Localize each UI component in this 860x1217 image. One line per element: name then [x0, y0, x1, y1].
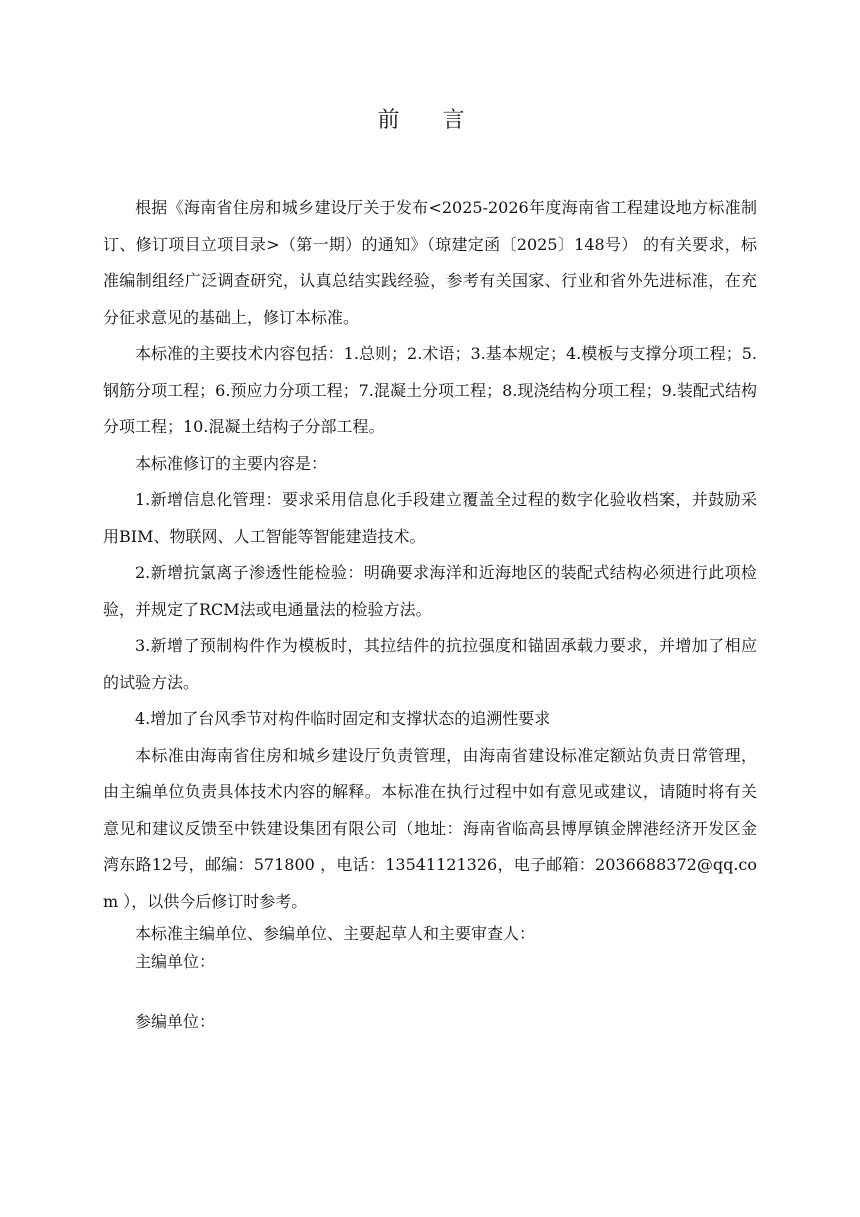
management-paragraph: 本标准由海南省住房和城乡建设厅负责管理，由海南省建设标准定额站负责日常管理，由主编单位负责具体技术内容的解释。本标准在执行过程中如有意见或建议，请随时将有关意见和建议反馈至中铁建设集团有限公司（地址：海南省临高县博厚镇金牌港经济开发区金湾东路12号，邮编：571800 ，电话：13541121326，电子邮箱：2036688372@qq.com ），以供今后修订时参考。: [103, 745, 757, 911]
revision-item-1: 1.新增信息化管理：要求采用信息化手段建立覆盖全过程的数字化验收档案，并鼓励采用BIM、物联网、人工智能等智能建造技术。: [103, 490, 757, 546]
participating-unit-label: 参编单位：: [135, 1012, 216, 1031]
revision-intro-paragraph: 本标准修订的主要内容是：: [135, 453, 328, 473]
revision-item-2: 2.新增抗氯离子渗透性能检验：明确要求海洋和近海地区的装配式结构必须进行此项检验，并规定了RCM法或电通量法的检验方法。: [103, 563, 757, 619]
revision-item-3: 3.新增了预制构件作为模板时，其拉结件的抗拉强度和锚固承载力要求，并增加了相应的试验方法。: [103, 636, 757, 692]
technical-content-paragraph: 本标准的主要技术内容包括：1.总则；2.术语；3.基本规定；4.模板与支撑分项工程；5.钢筋分项工程；6.预应力分项工程；7.混凝土分项工程；8.现浇结构分项工程；9.装配式结构分项工程；10.混凝土结构子分部工程。: [103, 344, 757, 436]
spacer: [103, 976, 757, 1008]
document-body: [103, 190, 757, 1036]
chief-unit-label: 主编单位：: [135, 952, 216, 971]
units-intro-paragraph: 本标准主编单位、参编单位、主要起草人和主要审查人：: [135, 924, 536, 943]
page-title: 前 言: [377, 108, 483, 133]
revision-item-4: 4.增加了台风季节对构件临时固定和支撑状态的追溯性要求: [135, 709, 551, 728]
basis-paragraph: 根据《海南省住房和城乡建设厅关于发布<2025-2026年度海南省工程建设地方标准制订、修订项目立项目录>（第一期）的通知》（琼建定函〔2025〕148号） 的有关要求，标准编制组经广泛调查研究，认真总结实践经验，参考有关国家、行业和省外先进标准，在充分征求意见的基础上，修订本标准。: [103, 198, 757, 327]
